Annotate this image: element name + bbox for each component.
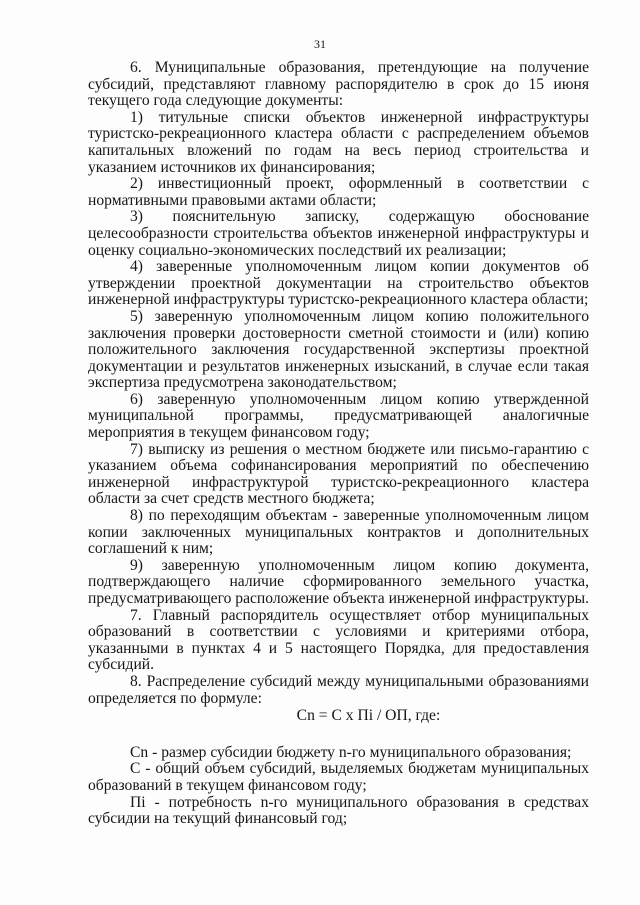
document-body xyxy=(88,60,589,828)
definition-c: С - общий объем субсидий, выделяемых бюджетам муниципальных образований в текущем финансовом году; xyxy=(88,760,589,794)
paragraph-8: 8. Распределение субсидий между муниципальными образованиями определяется по формуле: xyxy=(88,672,589,707)
paragraph-7: 7. Главный распорядитель осуществляет отбор муниципальных образований в соответствии с условиями и критериями отбора, указанными в пунктах 4 и 5 настоящего Порядка, для предоставления субсидий. xyxy=(88,606,589,674)
definition-cn: Сn - размер субсидии бюджету n-го муниципального образования; xyxy=(130,743,572,761)
list-item-7: 7) выписку из решения о местном бюджете или письмо-гарантию с указанием объема софинансирования мероприятий по обеспечению инженерной инфраструктурой туристско-рекреационного кластера области за счет средств местного бюджета; xyxy=(88,440,589,508)
list-item-1: 1) титульные списки объектов инженерной инфраструктуры туристско-рекреационного кластера области с распределением объемов капитальных вложений по годам на весь период строительства и указанием источников их финансирования; xyxy=(88,108,589,176)
list-item-5: 5) заверенную уполномоченным лицом копию положительного заключения проверки достоверности сметной стоимости и (или) копию положительного заключения государственной экспертизы проектной документации и результатов инженерных изысканий, в случае если такая экспертиза предусмотрена законодательством; xyxy=(88,307,589,392)
page-number: 31 xyxy=(314,37,326,51)
list-item-3: 3) пояснительную записку, содержащую обоснование целесообразности строительства объектов инженерной инфраструктуры и оценку социально-экономических последствий их реализации; xyxy=(88,208,589,259)
paragraph-6-intro: 6. Муниципальные образования, претендующие на получение субсидий, представляют главному распорядителю в срок до 15 июня текущего года следующие документы: xyxy=(88,59,589,110)
list-item-8: 8) по переходящим объектам - заверенные уполномоченным лицом копии заключенных муниципальных контрактов и дополнительных соглашений к ним; xyxy=(88,507,589,558)
list-item-6: 6) заверенную уполномоченным лицом копию утвержденной муниципальной программы, предусматривающей аналогичные мероприятия в текущем финансовом году; xyxy=(88,390,589,442)
list-item-9: 9) заверенную уполномоченным лицом копию документа, подтверждающего наличие сформированного земельного участка, предусматривающего расположение объекта инженерной инфраструктуры. xyxy=(88,556,589,607)
definition-pi: Пi - потребность n-го муниципального образования в средствах субсидии на текущий финансовый год; xyxy=(88,793,589,828)
list-item-4: 4) заверенные уполномоченным лицом копии документов об утверждении проектной документации на строительство объектов инженерной инфраструктуры туристско-рекреационного кластера области; xyxy=(88,258,589,309)
list-item-2: 2) инвестиционный проект, оформленный в соответствии с нормативными правовыми актами области; xyxy=(88,175,589,209)
formula: Сn = С x Пi / ОП, где: xyxy=(296,707,441,725)
